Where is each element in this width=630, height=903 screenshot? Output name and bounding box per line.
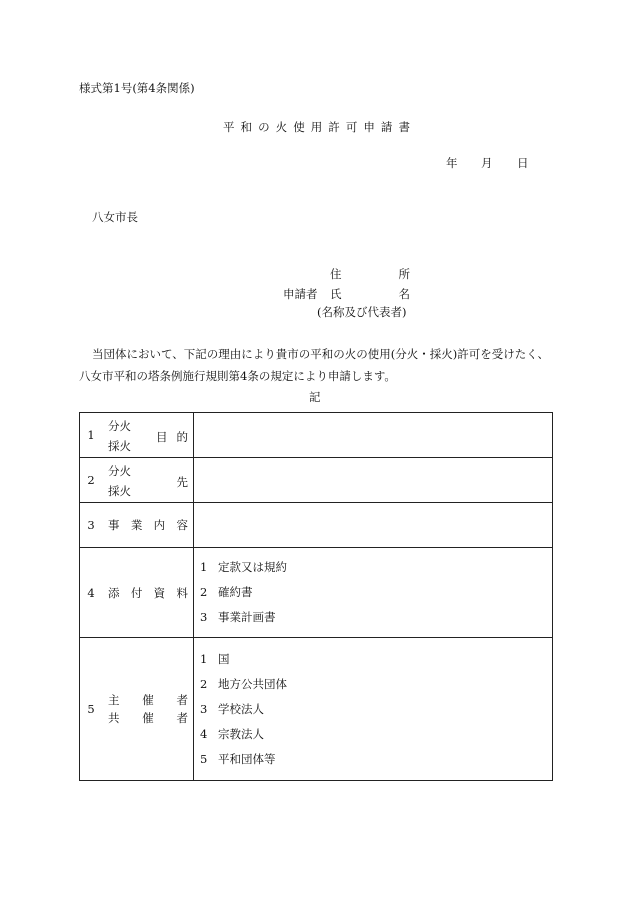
list-item-number: 3	[200, 610, 208, 624]
label-main	[156, 429, 188, 445]
form-title	[223, 120, 410, 134]
char: 火	[275, 120, 288, 134]
row-number: 3	[80, 503, 103, 548]
row-label	[102, 458, 194, 503]
char: 氏	[330, 287, 342, 301]
list-item	[200, 647, 552, 672]
char: 共	[108, 711, 120, 725]
char: の	[258, 120, 270, 134]
list-item-text: 定款又は規約	[218, 560, 287, 574]
row-number: 4	[80, 548, 103, 638]
attachment-list	[200, 555, 552, 630]
address-label	[330, 267, 410, 281]
row-content-business[interactable]	[194, 503, 553, 548]
char: 資	[153, 585, 166, 600]
char: 住	[330, 267, 342, 281]
char: 添	[108, 585, 120, 600]
table-row	[80, 458, 553, 503]
list-item-text: 宗教法人	[218, 726, 264, 741]
name-note: (名称及び代表者)	[317, 305, 407, 319]
list-item-text: 確約書	[218, 585, 253, 599]
char: 主	[108, 693, 120, 707]
list-item-number: 1	[200, 560, 208, 574]
char: 業	[130, 518, 143, 532]
char: 書	[398, 120, 410, 134]
label-main	[102, 692, 188, 708]
table-row	[80, 503, 553, 548]
char: 催	[142, 693, 154, 707]
label-prefix-top: 分火	[108, 464, 131, 478]
date-year: 年	[446, 156, 458, 170]
char: 者	[176, 711, 188, 725]
list-item-number: 2	[200, 676, 208, 691]
row-number: 5	[80, 638, 103, 781]
char: 者	[176, 693, 188, 707]
table-row	[80, 638, 553, 781]
label-prefix-bottom: 採火	[108, 439, 131, 453]
list-item-number: 1	[200, 651, 208, 666]
char: 内	[153, 518, 166, 532]
row-label	[102, 638, 194, 781]
list-item-text: 事業計画書	[218, 610, 276, 624]
row-content-attachments	[194, 548, 553, 638]
list-item	[200, 555, 552, 580]
list-item	[200, 672, 552, 697]
char: 名	[398, 287, 410, 301]
list-item	[200, 580, 552, 605]
form-number: 様式第1号(第4条関係)	[79, 81, 195, 95]
row-label	[102, 503, 194, 548]
char: 和	[240, 120, 253, 134]
row-content-destination[interactable]	[194, 458, 553, 503]
date-day: 日	[517, 156, 529, 170]
char: 料	[176, 585, 188, 600]
list-item-number: 5	[200, 751, 208, 766]
row-label	[102, 413, 194, 458]
char: 付	[130, 585, 143, 600]
char: 容	[176, 518, 188, 532]
char: 的	[176, 430, 188, 444]
char: 可	[345, 120, 358, 134]
char: 目	[156, 430, 168, 444]
char: 催	[142, 711, 154, 725]
label-sub	[102, 710, 188, 726]
list-item-number: 3	[200, 701, 208, 716]
list-item	[200, 697, 552, 722]
list-item-number: 2	[200, 585, 208, 599]
label-prefix-bottom: 採火	[108, 484, 131, 498]
label-main: 先	[176, 475, 188, 489]
label-main	[102, 517, 188, 533]
list-item-number: 4	[200, 726, 208, 741]
organizer-list	[200, 647, 552, 772]
char: 許	[328, 120, 340, 134]
body-line-2: 八女市平和の塔条例施行規則第4条の規定により申請します。	[79, 369, 396, 383]
row-label	[102, 548, 194, 638]
row-content-purpose[interactable]	[194, 413, 553, 458]
char: 使	[293, 120, 305, 134]
label-prefix-top: 分火	[108, 419, 131, 433]
char: 用	[310, 120, 323, 134]
row-number: 2	[80, 458, 103, 503]
name-label	[330, 287, 410, 301]
application-table	[79, 412, 553, 781]
char: 事	[108, 518, 120, 532]
list-item-text: 国	[218, 651, 230, 666]
char: 申	[363, 120, 375, 134]
label-main	[102, 585, 188, 601]
char: 請	[380, 120, 393, 134]
row-content-organizer	[194, 638, 553, 781]
char: 所	[398, 267, 410, 281]
char: 平	[223, 120, 235, 134]
date-month: 月	[481, 156, 493, 170]
list-item-text: 学校法人	[218, 701, 264, 716]
list-item-text: 地方公共団体	[218, 676, 287, 691]
addressee: 八女市長	[92, 210, 138, 224]
list-item	[200, 747, 552, 772]
list-item	[200, 605, 552, 630]
list-item	[200, 722, 552, 747]
list-item-text: 平和団体等	[218, 751, 276, 766]
table-row	[80, 548, 553, 638]
row-number: 1	[80, 413, 103, 458]
ki-label: 記	[309, 390, 321, 404]
applicant-label: 申請者	[283, 287, 318, 301]
table-row	[80, 413, 553, 458]
body-line-1: 当団体において、下記の理由により貴市の平和の火の使用(分火・採火)許可を受けたく、	[92, 347, 550, 361]
